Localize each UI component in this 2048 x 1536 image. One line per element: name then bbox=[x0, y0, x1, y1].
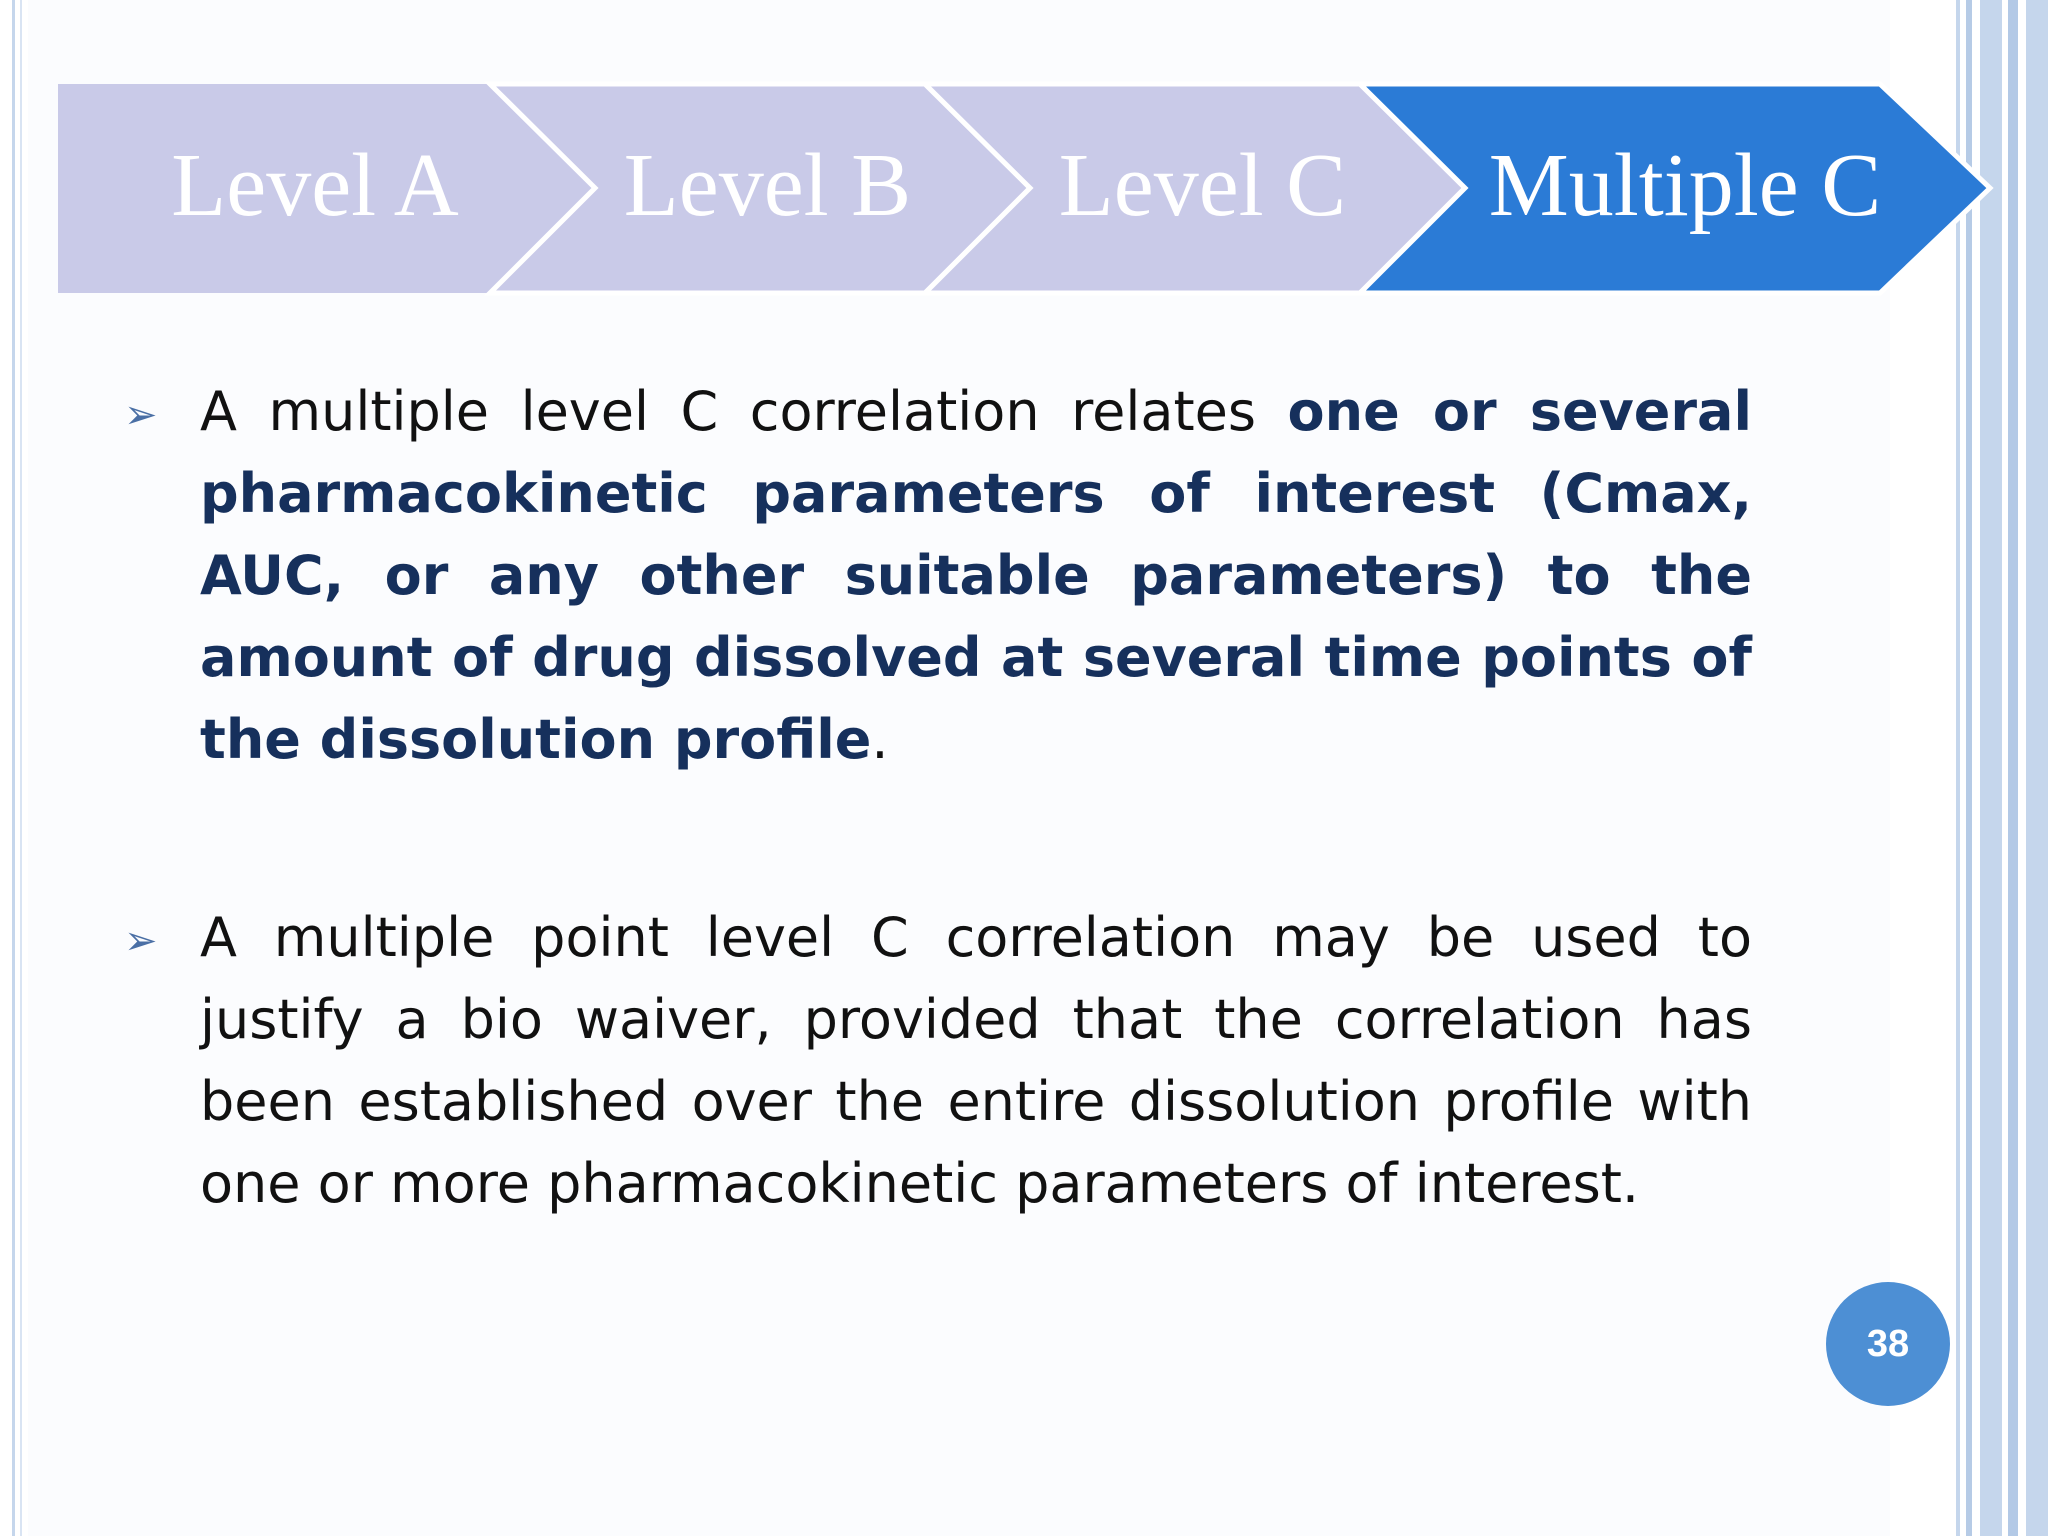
arrow-bullet-icon: ➢ bbox=[124, 918, 158, 964]
chevron-label-level-c: Level C bbox=[1058, 135, 1347, 235]
bullet-text: . bbox=[871, 708, 889, 771]
bullet-emphasis: one or several pharmacokinetic parameters of interest (Cmax, AUC, or any other suitable parameters) to the amount of drug dissolved at several time points of the dissolution profile bbox=[200, 380, 1752, 771]
bullet-text: A multiple level C correlation relates bbox=[200, 380, 1288, 443]
chevron-label-level-b: Level B bbox=[623, 135, 912, 235]
bullet-item bbox=[200, 371, 1752, 781]
bullet-text: A multiple point level C correlation may be used to justify a bio waiver, provided that the correlation has been established over the entire dissolution profile with one or more pharmacokinetic parameters of interest. bbox=[200, 906, 1752, 1215]
page-number-badge: 38 bbox=[1826, 1282, 1950, 1406]
bullet-item bbox=[200, 897, 1752, 1225]
arrow-bullet-icon: ➢ bbox=[124, 392, 158, 438]
chevron-label-multiple-c: Multiple C bbox=[1488, 135, 1882, 235]
chevron-label-level-a: Level A bbox=[171, 135, 459, 235]
